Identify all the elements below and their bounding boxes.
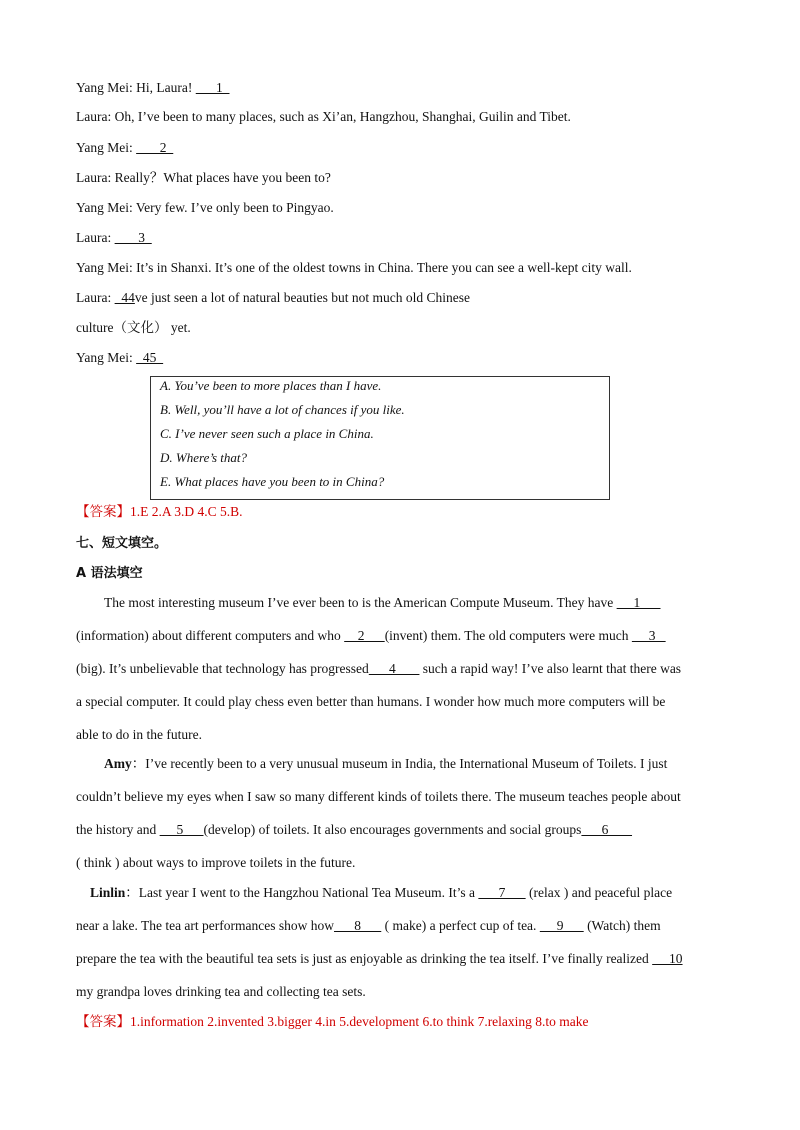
speaker-linlin: Linlin [90,885,126,900]
passage-line: a special computer. It could play chess even better than humans. I wonder how much more computers will be [76,694,666,709]
option-c: C. I’ve never seen such a place in China. [160,426,374,441]
blank-p1: 1 [616,595,661,610]
option-b: B. Well, you’ll have a lot of chances if you like. [160,402,405,417]
passage-line: able to do in the future. [76,727,202,742]
blank-p9: 9 [539,918,584,933]
answer-key-2: 【答案】1.information 2.invented 3.bigger 4.in 5.development 6.to think 7.relaxing 8.to make [76,1014,589,1029]
blank-p6: 6 [581,822,633,837]
dialogue-line: Laura: Really？What places have you been to? [76,170,331,185]
passage-line: The most interesting museum I’ve ever been to is the American Compute Museum. They have 1 [104,595,661,610]
blank-p5: 5 [159,822,204,837]
option-a: A. You’ve been to more places than I have. [160,378,382,393]
answer-key-1: 【答案】1.E 2.A 3.D 4.C 5.B. [76,504,243,519]
blank-1: 1 [195,80,230,95]
dialogue-line: Laura: 3 [76,230,152,245]
dialogue-line: Yang Mei: 2 [76,140,174,155]
dialogue-line: Yang Mei: 45 [76,350,164,365]
passage-line: prepare the tea with the beautiful tea sets is just as enjoyable as drinking the tea itself. I’ve finally realized 10 [76,951,683,966]
blank-4: 44 [114,290,135,305]
dialogue-line: Laura: 44ve just seen a lot of natural beauties but not much old Chinese [76,290,471,305]
passage-line: (information) about different computers and who 2 (invent) them. The old computers were much 3 [76,628,666,643]
options-box [150,376,610,500]
blank-p8: 8 [334,918,382,933]
blank-p7: 7 [478,885,526,900]
dialogue-line: Yang Mei: It’s in Shanxi. It’s one of the oldest towns in China. There you can see a well-kept city wall. [76,260,632,275]
dialogue-line: Yang Mei: Very few. I’ve only been to Pingyao. [76,200,334,215]
speaker-amy: Amy [104,756,132,771]
passage-line: couldn’t believe my eyes when I saw so many different kinds of toilets there. The museum teaches people about [76,789,681,804]
sub-heading: A 语法填空 [76,566,143,581]
section-heading: 七、短文填空。 [76,536,168,551]
dialogue-line: culture（文化） yet. [76,320,191,335]
passage-line: my grandpa loves drinking tea and collecting tea sets. [76,984,366,999]
passage-line: near a lake. The tea art performances show how 8 ( make) a perfect cup of tea. 9 (Watch) them [76,918,661,933]
option-e: E. What places have you been to in China? [160,474,385,489]
blank-p10: 10 [652,951,683,966]
blank-p2: 2 [344,628,385,643]
option-d: D. Where’s that? [160,450,248,465]
blank-p3: 3 [631,628,666,643]
blank-p4: 4 [368,661,420,676]
passage-line: Amy：I’ve recently been to a very unusual museum in India, the International Museum of Toilets. I just [104,756,668,771]
passage-line: Linlin：Last year I went to the Hangzhou National Tea Museum. It’s a 7 (relax ) and peaceful place [90,885,673,900]
passage-line: (big). It’s unbelievable that technology has progressed 4 such a rapid way! I’ve also learnt that there was [76,661,682,676]
dialogue-line: Yang Mei: Hi, Laura! 1 [76,80,230,95]
passage-line: the history and 5 (develop) of toilets. It also encourages governments and social groups 6 [76,822,633,837]
dialogue-line: Laura: Oh, I’ve been to many places, such as Xi’an, Hangzhou, Shanghai, Guilin and Tibet. [76,109,571,124]
blank-2: 2 [136,140,174,155]
blank-5: 45 [136,350,164,365]
blank-3: 3 [114,230,152,245]
passage-line: ( think ) about ways to improve toilets in the future. [76,855,356,870]
